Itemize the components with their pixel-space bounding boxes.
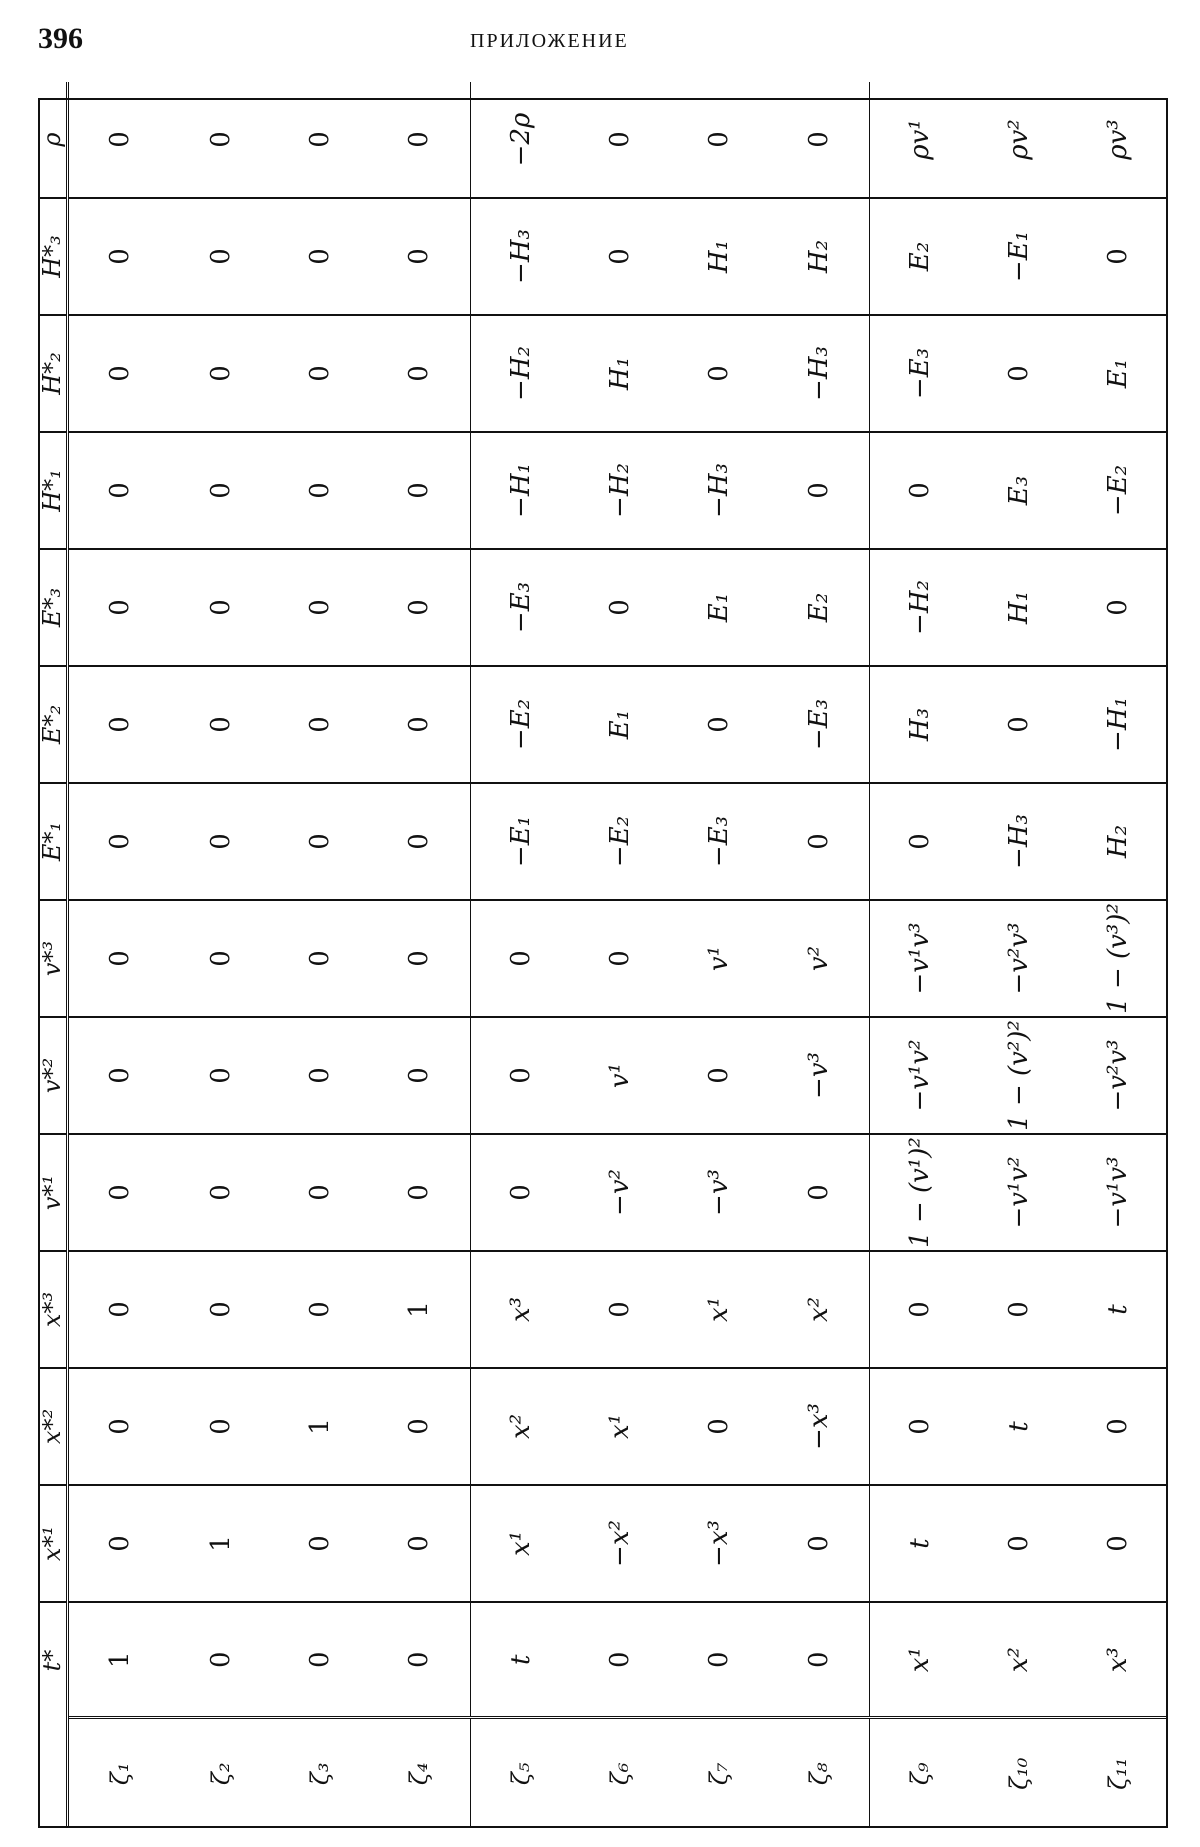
table-cell: −v¹v³ — [1069, 1134, 1168, 1251]
header-corner-cell — [38, 1718, 68, 1828]
table-cell: x¹ — [470, 1485, 571, 1602]
table-cell: 1 — [270, 1368, 369, 1485]
table-cell: 0 — [769, 1134, 870, 1251]
table-cell: 0 — [571, 1602, 670, 1718]
column-header: t* — [38, 1602, 68, 1718]
table-cell: 0 — [270, 1251, 369, 1368]
table-cell: 0 — [68, 1251, 172, 1368]
table-cell: 0 — [970, 1251, 1069, 1368]
table-cell: H₂ — [1069, 783, 1168, 900]
table-cell: 0 — [270, 783, 369, 900]
table-cell: 0 — [869, 1251, 970, 1368]
column-header: E*₃ — [38, 549, 68, 666]
table-cell: 0 — [270, 1485, 369, 1602]
row-label: ζ₅ — [470, 1718, 571, 1828]
table-cell: t — [470, 1602, 571, 1718]
table-cell: 0 — [68, 432, 172, 549]
table-cell: −H₂ — [869, 549, 970, 666]
table-cell: E₁ — [571, 666, 670, 783]
table-cell: 0 — [1069, 549, 1168, 666]
table-cell: −H₃ — [670, 432, 769, 549]
table-cell: 0 — [369, 315, 470, 432]
table-cell: −E₂ — [470, 666, 571, 783]
table-cell: 0 — [171, 1602, 270, 1718]
table-cell: −v¹v² — [869, 1017, 970, 1134]
table-cell: 0 — [404, 131, 435, 148]
table-cell: 0 — [369, 1368, 470, 1485]
table-cell: ρv² — [1004, 119, 1035, 160]
row-label: ζ₃ — [270, 1718, 369, 1828]
table-cell: 0 — [304, 131, 335, 148]
table-row — [470, 82, 571, 1828]
table-cell: −H₃ — [970, 783, 1069, 900]
table-cell: E₂ — [869, 198, 970, 315]
column-header: ρ — [38, 82, 68, 198]
table-cell: v¹ — [670, 900, 769, 1017]
table-header-row — [38, 82, 68, 1828]
table-cell: 0 — [270, 432, 369, 549]
table-cell: x³ — [1069, 1602, 1168, 1718]
table-cell: 0 — [171, 549, 270, 666]
table-cell: −H₃ — [769, 315, 870, 432]
table-cell: 0 — [869, 783, 970, 900]
table-cell: −H₂ — [470, 315, 571, 432]
table-cell: 0 — [369, 432, 470, 549]
column-header: v*³ — [38, 900, 68, 1017]
table-body — [68, 82, 1169, 1828]
table-cell: 0 — [369, 783, 470, 900]
table-cell: 0 — [1069, 198, 1168, 315]
table-cell: 0 — [369, 666, 470, 783]
table-cell: 0 — [605, 131, 636, 148]
column-header: x*³ — [38, 1251, 68, 1368]
page-number: 396 — [38, 22, 83, 55]
table-cell: 1 − (v¹)² — [869, 1134, 970, 1251]
table-cell: 0 — [105, 131, 136, 148]
table-cell: 0 — [970, 315, 1069, 432]
table-cell: 0 — [769, 432, 870, 549]
table-cell: H₂ — [769, 198, 870, 315]
table-row — [1069, 82, 1168, 1828]
table-cell: 0 — [869, 1368, 970, 1485]
table-cell: −v¹v³ — [869, 900, 970, 1017]
table-cell: 0 — [270, 1017, 369, 1134]
table-cell: 0 — [68, 1485, 172, 1602]
column-header: E*₁ — [38, 783, 68, 900]
table-cell: x² — [769, 1251, 870, 1368]
table-cell: 1 − (v³)² — [1069, 900, 1168, 1017]
table-row — [571, 82, 670, 1828]
table-cell: 0 — [171, 666, 270, 783]
table-cell: 0 — [270, 1134, 369, 1251]
table-cell: 0 — [970, 666, 1069, 783]
table-cell: 0 — [369, 549, 470, 666]
table-cell: 0 — [571, 900, 670, 1017]
table-cell: −E₃ — [869, 315, 970, 432]
table-cell: 0 — [1069, 1368, 1168, 1485]
table-cell: −H₃ — [470, 198, 571, 315]
table-cell: 0 — [670, 1368, 769, 1485]
table-cell: H₁ — [970, 549, 1069, 666]
table-cell: −E₂ — [571, 783, 670, 900]
table-cell: 0 — [970, 1485, 1069, 1602]
table-cell: 0 — [171, 432, 270, 549]
row-label: ζ₆ — [571, 1718, 670, 1828]
column-header: x*¹ — [38, 1485, 68, 1602]
row-label: ζ₄ — [369, 1718, 470, 1828]
table-row — [869, 82, 970, 1828]
column-header: E*₂ — [38, 666, 68, 783]
table-row — [171, 82, 270, 1828]
table-cell: 0 — [670, 315, 769, 432]
row-label: ζ₉ — [869, 1718, 970, 1828]
table-cell: 0 — [369, 1602, 470, 1718]
table-cell: ρv³ — [1103, 119, 1134, 160]
table-cell: H₃ — [869, 666, 970, 783]
table-cell: E₁ — [670, 549, 769, 666]
table-cell: x² — [970, 1602, 1069, 1718]
symmetry-generators-table — [38, 82, 1168, 1828]
row-label: ζ₇ — [670, 1718, 769, 1828]
table-cell: 0 — [68, 198, 172, 315]
table-cell: 0 — [369, 1134, 470, 1251]
table-cell: −v³ — [769, 1017, 870, 1134]
table-cell: 0 — [571, 549, 670, 666]
table-cell: 0 — [171, 1134, 270, 1251]
rotated-table-wrapper — [38, 98, 1168, 1828]
table-cell: −E₂ — [1069, 432, 1168, 549]
table-cell: −v²v³ — [970, 900, 1069, 1017]
table-cell: 1 — [171, 1485, 270, 1602]
table-cell: x¹ — [571, 1368, 670, 1485]
table-cell: H₁ — [571, 315, 670, 432]
table-row — [270, 82, 369, 1828]
table-cell: 0 — [171, 1251, 270, 1368]
table-cell: 0 — [270, 666, 369, 783]
table-cell: 1 — [68, 1602, 172, 1718]
table-cell: 0 — [270, 900, 369, 1017]
table-cell: 0 — [769, 1602, 870, 1718]
table-cell: 0 — [769, 783, 870, 900]
table-cell: 0 — [470, 1017, 571, 1134]
table-cell: −v¹v² — [970, 1134, 1069, 1251]
table-cell: 0 — [68, 900, 172, 1017]
table-cell: ρv¹ — [869, 82, 970, 198]
table-cell: 0 — [68, 315, 172, 432]
table-cell: 0 — [670, 666, 769, 783]
table-cell: −v³ — [670, 1134, 769, 1251]
table-row — [670, 82, 769, 1828]
table-row — [769, 82, 870, 1828]
rotated-table-frame — [38, 98, 1168, 1828]
row-label: ζ₁₁ — [1069, 1718, 1168, 1828]
table-cell: E₁ — [1069, 315, 1168, 432]
table-cell: 0 — [171, 315, 270, 432]
table-cell: v¹ — [571, 1017, 670, 1134]
table-cell: x² — [470, 1368, 571, 1485]
table-cell: −H₁ — [470, 432, 571, 549]
table-cell: −v² — [571, 1134, 670, 1251]
table-cell: 0 — [68, 666, 172, 783]
table-cell: 0 — [571, 1251, 670, 1368]
table-cell: 0 — [869, 432, 970, 549]
table-cell: 0 — [171, 198, 270, 315]
table-cell: 0 — [171, 900, 270, 1017]
table-cell: 0 — [68, 1368, 172, 1485]
table-cell: x¹ — [869, 1602, 970, 1718]
table-cell: −v²v³ — [1069, 1017, 1168, 1134]
table-cell: t — [970, 1368, 1069, 1485]
table-row — [970, 82, 1069, 1828]
table-cell: 0 — [270, 198, 369, 315]
table-cell: −E₃ — [769, 666, 870, 783]
table-cell: 0 — [369, 1017, 470, 1134]
table-cell: 0 — [704, 131, 735, 148]
table-cell: −E₃ — [670, 783, 769, 900]
running-head: ПРИЛОЖЕНИЕ — [470, 30, 629, 52]
table-cell: 0 — [171, 1017, 270, 1134]
table-cell: 0 — [470, 900, 571, 1017]
table-row — [369, 82, 470, 1828]
table-cell: −H₂ — [571, 432, 670, 549]
column-header: H*₁ — [38, 432, 68, 549]
table-cell: 0 — [270, 1602, 369, 1718]
table-cell: 0 — [68, 549, 172, 666]
column-header: H*₃ — [38, 198, 68, 315]
table-cell: 0 — [769, 1485, 870, 1602]
table-cell: 0 — [270, 315, 369, 432]
row-label: ζ₈ — [769, 1718, 870, 1828]
column-header: v*² — [38, 1017, 68, 1134]
table-cell: −2ρ — [470, 82, 571, 198]
table-cell: −x² — [571, 1485, 670, 1602]
table-cell: −x³ — [769, 1368, 870, 1485]
table-cell: 0 — [270, 549, 369, 666]
table-cell: −E₁ — [970, 198, 1069, 315]
table-cell: 0 — [68, 1017, 172, 1134]
table-cell: 0 — [369, 1485, 470, 1602]
table-cell: x¹ — [670, 1251, 769, 1368]
table-cell: E₂ — [769, 549, 870, 666]
row-label: ζ₁ — [68, 1718, 172, 1828]
table-cell: t — [869, 1485, 970, 1602]
table-cell: −x³ — [670, 1485, 769, 1602]
table-cell: 0 — [670, 1017, 769, 1134]
table-cell: t — [1069, 1251, 1168, 1368]
table-cell: 1 — [369, 1251, 470, 1368]
table-cell: x³ — [470, 1251, 571, 1368]
table-cell: 1 − (v²)² — [970, 1017, 1069, 1134]
table-cell: 0 — [68, 1134, 172, 1251]
table-cell: E₃ — [970, 432, 1069, 549]
table-cell: 0 — [470, 1134, 571, 1251]
column-header: H*₂ — [38, 315, 68, 432]
table-cell: 0 — [803, 131, 834, 148]
table-cell: H₁ — [670, 198, 769, 315]
table-cell: 0 — [171, 783, 270, 900]
row-label: ζ₁₀ — [970, 1718, 1069, 1828]
table-cell: 0 — [670, 1602, 769, 1718]
column-header: x*² — [38, 1368, 68, 1485]
table-cell: 0 — [205, 131, 236, 148]
table-cell: 0 — [369, 900, 470, 1017]
table-cell: 0 — [171, 1368, 270, 1485]
table-cell: 0 — [1069, 1485, 1168, 1602]
table-cell: −H₁ — [1069, 666, 1168, 783]
table-cell: 0 — [68, 783, 172, 900]
column-header: v*¹ — [38, 1134, 68, 1251]
row-label: ζ₂ — [171, 1718, 270, 1828]
table-cell: 0 — [571, 198, 670, 315]
table-cell: −E₃ — [470, 549, 571, 666]
table-row — [68, 82, 172, 1828]
table-cell: v² — [769, 900, 870, 1017]
table-cell: −E₁ — [470, 783, 571, 900]
table-cell: 0 — [369, 198, 470, 315]
